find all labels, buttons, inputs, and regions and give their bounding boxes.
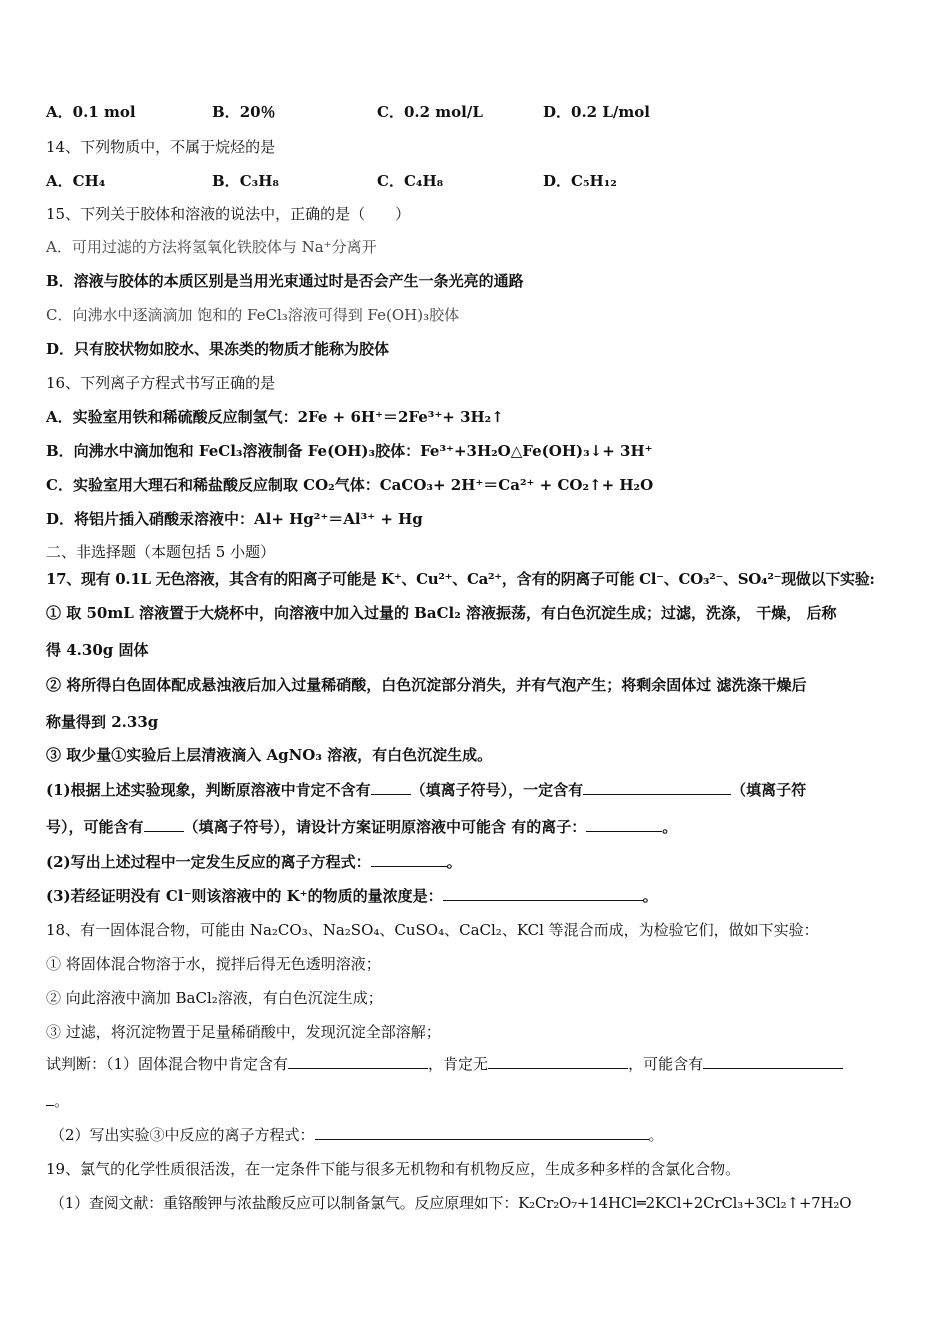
q14-stem: 14、下列物质中，不属于烷烃的是 <box>46 138 276 156</box>
q13-option-c: C．0.2 mol/L <box>377 103 483 121</box>
q19-stem: 19、氯气的化学性质很活泼，在一定条件下能与很多无机物和有机物反应，生成多种多样的含氯化合物。 <box>46 1160 741 1178</box>
q14-option-a: A．CH₄ <box>46 172 106 190</box>
q14-option-b: B．C₃H₈ <box>212 172 279 190</box>
q17-step1-line1: ① 取 50mL 溶液置于大烧杯中，向溶液中加入过量的 BaCl₂ 溶液振荡，有白色沉淀生成；过滤，洗涤， 干燥， 后称 <box>46 604 837 622</box>
blank-must-contain[interactable] <box>583 780 731 795</box>
q17-step2-line1: ② 将所得白色固体配成悬浊液后加入过量稀硝酸，白色沉淀部分消失，并有气泡产生；将剩余固体过 滤洗涤干燥后 <box>46 676 807 694</box>
q17-step3: ③ 取少量①实验后上层清液滴入 AgNO₃ 溶液，有白色沉淀生成。 <box>46 746 493 764</box>
blank-q18-equation[interactable] <box>315 1125 649 1140</box>
q16-option-d: D．将铝片插入硝酸汞溶液中：Al+ Hg²⁺＝Al³⁺ + Hg <box>46 510 423 528</box>
q14-option-d: D．C₅H₁₂ <box>543 172 617 190</box>
q18-part2: （2）写出实验③中反应的离子方程式： 。 <box>50 1126 664 1144</box>
q17-part1-line1: (1)根据上述实验现象，判断原溶液中肯定不含有 （填离子符号），一定含有 （填离子符 <box>46 781 807 799</box>
q13-option-d: D．0.2 L/mol <box>543 103 650 121</box>
blank-possible-contain[interactable] <box>703 1054 843 1069</box>
blank-not-contain[interactable] <box>371 780 411 795</box>
q17-stem: 17、现有 0.1L 无色溶液，其含有的阳离子可能是 K⁺、Cu²⁺、Ca²⁺，含有的阴离子可能 Cl⁻、CO₃²⁻、SO₄²⁻现做以下实验: <box>46 570 875 588</box>
q15-option-b: B．溶液与胶体的本质区别是当用光束通过时是否会产生一条光亮的通路 <box>46 272 524 290</box>
q19-part1: （1）查阅文献：重铬酸钾与浓盐酸反应可以制备氯气。反应原理如下：K₂Cr₂O₇+14HCl═2KCl+2CrCl₃+3Cl₂↑+7H₂O <box>50 1194 852 1212</box>
blank-k-concentration[interactable] <box>443 886 643 901</box>
q18-step3: ③ 过滤，将沉淀物置于足量稀硝酸中，发现沉淀全部溶解； <box>46 1023 441 1041</box>
blank-possible-contain-tail[interactable] <box>46 1091 54 1106</box>
q17-step1-line2: 得 4.30g 固体 <box>46 641 149 659</box>
blank-certain-absent[interactable] <box>488 1054 628 1069</box>
q18-step2: ② 向此溶液中滴加 BaCl₂溶液，有白色沉淀生成； <box>46 989 383 1007</box>
q16-stem: 16、下列离子方程式书写正确的是 <box>46 374 276 392</box>
q16-option-b: B．向沸水中滴加饱和 FeCl₃溶液制备 Fe(OH)₃胶体：Fe³⁺+3H₂O△Fe(OH)₃↓+ 3H⁺ <box>46 442 653 460</box>
q18-judge-end: 。 <box>46 1091 910 1111</box>
q13-option-b: B．20％ <box>212 103 276 121</box>
q15-option-d: D．只有胶状物如胶水、果冻类的物质才能称为胶体 <box>46 340 390 358</box>
q17-part2: (2)写出上述过程中一定发生反应的离子方程式： 。 <box>46 853 462 871</box>
q16-option-a: A．实验室用铁和稀硫酸反应制氢气：2Fe + 6H⁺＝2Fe³⁺+ 3H₂↑ <box>46 408 504 426</box>
q15-stem: 15、下列关于胶体和溶液的说法中，正确的是（ ） <box>46 205 411 223</box>
q17-step2-line2: 称量得到 2.33g <box>46 713 159 731</box>
blank-may-contain[interactable] <box>144 817 184 832</box>
q18-step1: ① 将固体混合物溶于水，搅拌后得无色透明溶液； <box>46 955 381 973</box>
q15-option-c: C．向沸水中逐滴滴加 饱和的 FeCl₃溶液可得到 Fe(OH)₃胶体 <box>46 306 460 324</box>
q17-part3: (3)若经证明没有 Cl⁻则该溶液中的 K⁺的物质的量浓度是： 。 <box>46 887 658 905</box>
q18-judge-line: 试判断：（1）固体混合物中肯定含有 ，肯定无 ，可能含有 <box>46 1054 910 1074</box>
q16-option-c: C．实验室用大理石和稀盐酸反应制取 CO₂气体：CaCO₃+ 2H⁺＝Ca²⁺ + CO₂↑+ H₂O <box>46 476 654 494</box>
blank-certain-contain[interactable] <box>288 1054 428 1069</box>
q18-stem: 18、有一固体混合物，可能由 Na₂CO₃、Na₂SO₄、CuSO₄、CaCl₂、KCl 等混合而成，为检验它们，做如下实验： <box>46 921 819 939</box>
blank-ionic-equation[interactable] <box>371 852 447 867</box>
q13-option-a: A．0.1 mol <box>46 103 136 121</box>
q14-option-c: C．C₄H₈ <box>377 172 444 190</box>
q15-option-a: A．可用过滤的方法将氢氧化铁胶体与 Na⁺分离开 <box>46 238 377 256</box>
q17-part1-line2: 号），可能含有 （填离子符号），请设计方案证明原溶液中可能含 有的离子： 。 <box>46 818 678 836</box>
blank-verify-scheme[interactable] <box>586 817 662 832</box>
section-heading: 二、非选择题（本题包括 5 小题） <box>46 543 276 561</box>
